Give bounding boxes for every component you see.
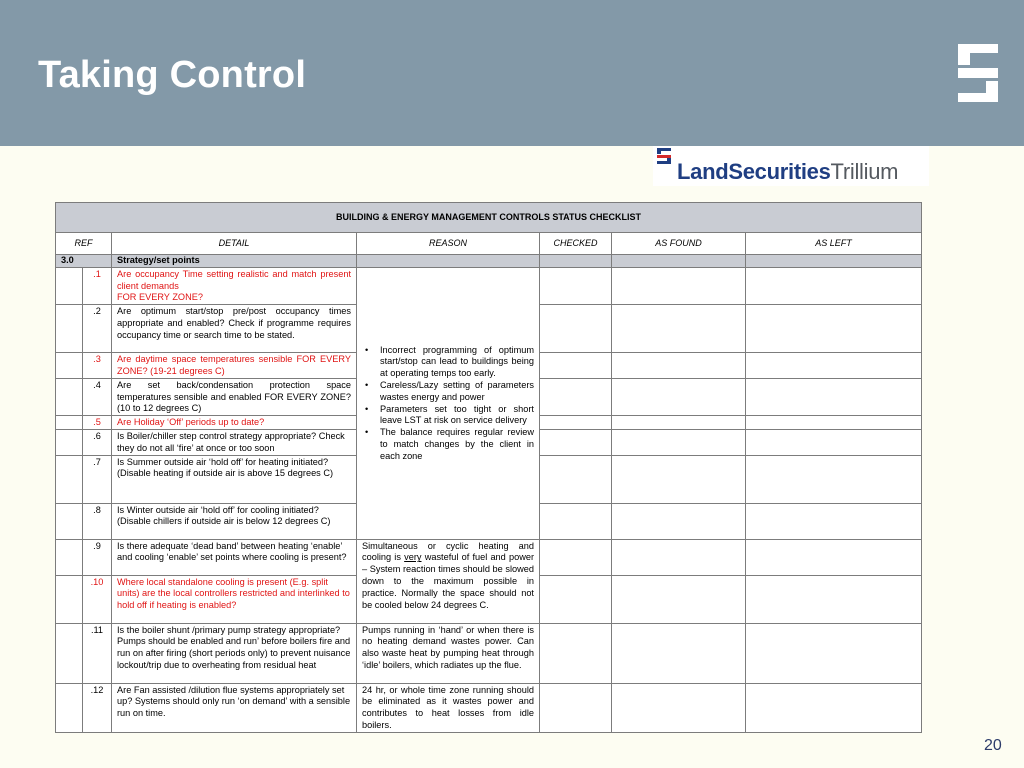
table-title: BUILDING & ENERGY MANAGEMENT CONTROLS STATUS CHECKLIST xyxy=(56,203,922,233)
slide-header xyxy=(0,0,1024,146)
checked-cell[interactable] xyxy=(540,267,612,304)
row-detail xyxy=(112,455,357,503)
row-detail: Are set back/condensation protection space temperatures sensible and enabled FOR EVERY ZONE? (10 to 12 degrees C) xyxy=(112,378,357,415)
checked-cell[interactable] xyxy=(540,353,612,379)
column-header-checked: CHECKED xyxy=(540,233,612,255)
as-found-cell[interactable] xyxy=(612,353,746,379)
column-header-as-found: AS FOUND xyxy=(612,233,746,255)
checked-cell[interactable] xyxy=(540,378,612,415)
as-left-cell[interactable] xyxy=(746,575,922,623)
page-number: 20 xyxy=(984,737,1002,754)
reason-bullet: • The balance requires regular review to match changes by the client in each zone xyxy=(362,427,534,462)
as-left-cell[interactable] xyxy=(746,539,922,575)
as-found-cell[interactable] xyxy=(612,683,746,732)
as-left-cell[interactable] xyxy=(746,503,922,539)
as-left-cell[interactable] xyxy=(746,683,922,732)
row-detail-text: Is Summer outside air ‘hold off’ for heating initiated? xyxy=(117,456,329,467)
row-detail: Is Winter outside air ‘hold off’ for cooling initiated? (Disable chillers if outside air is below 12 degrees C) xyxy=(112,503,357,539)
column-header-ref: REF xyxy=(56,233,112,255)
row-reason: Pumps running in ‘hand’ or when there is no heating demand wastes power. Can also waste heat by pumping heat through ‘idle’ boilers, which radiates up the flue. xyxy=(357,623,540,683)
checklist-table xyxy=(55,202,922,733)
row-detail: Are daytime space temperatures sensible FOR EVERY ZONE? (19-21 degrees C) xyxy=(112,353,357,379)
reason-bullet: • Parameters set too tight or short leave LST at risk on service delivery xyxy=(362,404,534,428)
row-detail xyxy=(112,267,357,304)
checked-cell[interactable] xyxy=(540,305,612,353)
row-reason: 24 hr, or whole time zone running should be eliminated as it wastes power and contributes to heat losses from idle boilers. xyxy=(357,683,540,732)
checked-cell[interactable] xyxy=(540,503,612,539)
reason-emphasis: very xyxy=(404,552,422,563)
row-detail: Where local standalone cooling is present (E.g. split units) are the local controllers restricted and interlinked to hold off if heating is enabled? xyxy=(112,575,357,623)
slide-title: Taking Control xyxy=(38,54,307,96)
as-found-cell[interactable] xyxy=(612,416,746,430)
row-detail-note: (Disable heating if outside air is above 15 degrees C) xyxy=(117,468,334,479)
checked-cell[interactable] xyxy=(540,429,612,455)
as-left-cell[interactable] xyxy=(746,305,922,353)
row-detail-note: FOR EVERY ZONE? xyxy=(117,292,203,303)
as-found-cell[interactable] xyxy=(612,267,746,304)
checked-cell[interactable] xyxy=(540,575,612,623)
brand-mark-icon xyxy=(657,148,673,164)
row-ref: .2 xyxy=(83,305,112,353)
brand-name xyxy=(677,159,898,185)
row-ref: .11 xyxy=(83,623,112,683)
brand-word-securities: Securities xyxy=(728,159,831,184)
as-found-cell[interactable] xyxy=(612,539,746,575)
as-found-cell[interactable] xyxy=(612,429,746,455)
table-row xyxy=(56,683,922,732)
row-ref: .7 xyxy=(83,455,112,503)
as-left-cell[interactable] xyxy=(746,378,922,415)
row-ref: .5 xyxy=(83,416,112,430)
checked-cell[interactable] xyxy=(540,455,612,503)
as-found-cell[interactable] xyxy=(612,378,746,415)
row-ref: .4 xyxy=(83,378,112,415)
row-ref: .12 xyxy=(83,683,112,732)
checked-cell[interactable] xyxy=(540,683,612,732)
as-found-cell[interactable] xyxy=(612,503,746,539)
row-detail: Are Holiday ‘Off’ periods up to date? xyxy=(112,416,357,430)
checked-cell[interactable] xyxy=(540,539,612,575)
as-left-cell[interactable] xyxy=(746,429,922,455)
column-header-detail: DETAIL xyxy=(112,233,357,255)
row-detail: Are optimum start/stop pre/post occupancy times appropriate and enabled? Check if programme requires occupancy time or search time to be stated. xyxy=(112,305,357,353)
as-found-cell[interactable] xyxy=(612,455,746,503)
section-ref: 3.0 xyxy=(56,255,112,268)
as-left-cell[interactable] xyxy=(746,455,922,503)
table-row xyxy=(56,623,922,683)
section-title: Strategy/set points xyxy=(112,255,357,268)
company-logo-icon xyxy=(958,44,998,102)
as-found-cell[interactable] xyxy=(612,305,746,353)
table-row xyxy=(56,267,922,304)
row-ref: .8 xyxy=(83,503,112,539)
as-left-cell[interactable] xyxy=(746,353,922,379)
row-detail-text: Are occupancy Time setting realistic and match present client demands xyxy=(117,268,351,291)
row-ref: .10 xyxy=(83,575,112,623)
brand-word-trillium: Trillium xyxy=(830,159,899,184)
row-ref: .9 xyxy=(83,539,112,575)
brand-word-land: Land xyxy=(677,159,729,184)
column-header-reason: REASON xyxy=(357,233,540,255)
reason-group-2: Simultaneous or cyclic heating and cooling is very wasteful of fuel and power – System reaction times should be slowed down to the maximum possible in practice. Normally the space should not be cooled below 24 degrees C. xyxy=(357,539,540,623)
column-header-as-left: AS LEFT xyxy=(746,233,922,255)
as-left-cell[interactable] xyxy=(746,267,922,304)
row-detail: Is the boiler shunt /primary pump strategy appropriate? Pumps should be enabled and run’ before boilers fire and run on after firing (short periods only) to prevent nuisance lockout/trip due to overheating from residual heat xyxy=(112,623,357,683)
reason-bullet: • Incorrect programming of optimum start/stop can lead to buildings being at operating temps too early. xyxy=(362,345,534,380)
as-left-cell[interactable] xyxy=(746,416,922,430)
as-left-cell[interactable] xyxy=(746,623,922,683)
row-detail: Is there adequate ‘dead band’ between heating ‘enable’ and cooling ‘enable’ set points where cooling is present? xyxy=(112,539,357,575)
row-detail: Is Boiler/chiller step control strategy appropriate? Check they do not all ‘fire’ at once or too soon xyxy=(112,429,357,455)
row-detail: Are Fan assisted /dilution flue systems appropriately set up? Systems should only run ‘on demand’ with a sensible run on time. xyxy=(112,683,357,732)
row-ref: .6 xyxy=(83,429,112,455)
table-row xyxy=(56,539,922,575)
brand-logo xyxy=(653,146,929,186)
row-ref: .3 xyxy=(83,353,112,379)
row-ref: .1 xyxy=(83,267,112,304)
as-found-cell[interactable] xyxy=(612,575,746,623)
reason-bullet: • Careless/Lazy setting of parameters wastes energy and power xyxy=(362,380,534,404)
as-found-cell[interactable] xyxy=(612,623,746,683)
checked-cell[interactable] xyxy=(540,623,612,683)
checklist-table-container xyxy=(55,202,921,733)
checked-cell[interactable] xyxy=(540,416,612,430)
section-row xyxy=(56,255,922,268)
reason-group-1 xyxy=(357,267,540,539)
